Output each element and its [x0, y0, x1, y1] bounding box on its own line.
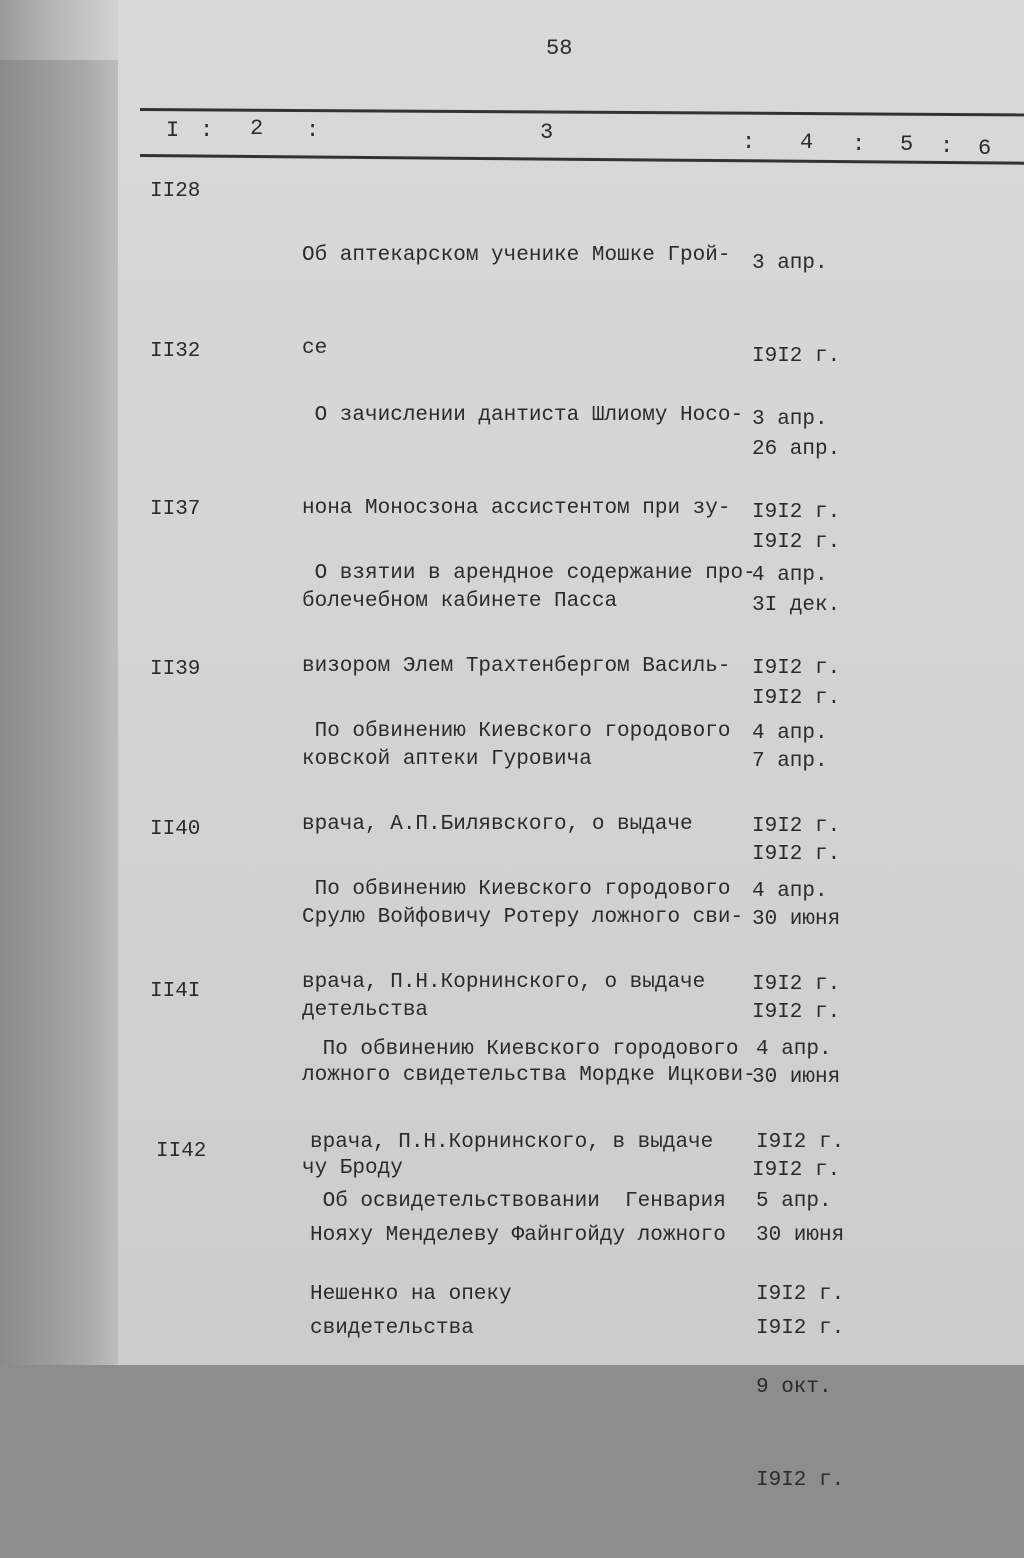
- entry-number: II42: [156, 1140, 207, 1163]
- description-line: О зачислении дантиста Шлиому Носо-: [302, 404, 744, 427]
- date-start-year: I9I2 г.: [752, 657, 841, 680]
- column-separator: :: [852, 132, 866, 157]
- description-line: Срулю Войфовичу Ротеру ложного сви-: [302, 906, 744, 929]
- description-line: врача, П.Н.Корнинского, в выдаче: [310, 1131, 714, 1154]
- date-end-year: I9I2 г.: [752, 1001, 841, 1024]
- description-line: чу Броду: [302, 1157, 403, 1180]
- description-line: свидетельства: [310, 1317, 474, 1340]
- date-start: 4 апр.: [752, 564, 828, 587]
- date-start: 4 апр.: [752, 880, 828, 903]
- description-line: болечебном кабинете Пасса: [302, 590, 618, 613]
- description-line: нона Моносзона ассистентом при зу-: [302, 497, 731, 520]
- column-head-4: 4: [800, 130, 814, 155]
- description-line: По обвинению Киевского городового: [302, 720, 731, 743]
- date-end-year: I9I2 г.: [752, 687, 841, 710]
- date-start: 4 апр.: [756, 1038, 832, 1061]
- column-head-1: I: [166, 118, 180, 143]
- description-line: се: [302, 337, 328, 360]
- date-end-year: I9I2 г.: [752, 843, 841, 866]
- description-line: Об освидетельствовании Генвария: [310, 1190, 726, 1213]
- date-end-year: I9I2 г.: [756, 1469, 845, 1492]
- entry-number: II28: [150, 180, 201, 203]
- description-line: врача, А.П.Билявского, о выдаче: [302, 813, 693, 836]
- date-end-year: I9I2 г.: [752, 1159, 841, 1182]
- date-end: 30 июня: [752, 908, 841, 931]
- date-start: 3 апр.: [752, 252, 828, 275]
- previous-page-edge: [0, 60, 120, 1365]
- entry-number: II39: [150, 658, 201, 681]
- description-line: Нешенко на опеку: [310, 1283, 512, 1306]
- description-line: Об аптекарском ученике Мошке Грой-: [302, 244, 731, 267]
- entry-dates: [756, 1124, 866, 1558]
- date-end: 3I дек.: [752, 594, 841, 617]
- column-separator: :: [200, 118, 214, 143]
- date-start: 5 апр.: [756, 1190, 832, 1213]
- description-line: визором Элем Трахтенбергом Василь-: [302, 655, 731, 678]
- entry-description: [310, 1124, 760, 1372]
- description-line: ложного свидетельства Мордке Ицкови-: [302, 1064, 756, 1087]
- column-head-2: 2: [250, 116, 264, 141]
- description-line: Нояху Менделеву Файнгойду ложного: [310, 1224, 726, 1247]
- date-start: 3 апр.: [752, 408, 828, 431]
- date-end: 30 июня: [752, 1066, 841, 1089]
- column-separator: :: [742, 130, 756, 155]
- column-head-5: 5: [900, 132, 914, 157]
- date-end: 30 июня: [756, 1224, 845, 1247]
- description-line: О взятии в арендное содержание про-: [302, 562, 756, 585]
- date-start-year: I9I2 г.: [756, 1131, 845, 1154]
- entry-number: II4I: [150, 980, 201, 1003]
- date-start-year: I9I2 г.: [752, 973, 841, 996]
- date-end: 9 окт.: [756, 1376, 832, 1399]
- description-line: По обвинению Киевского городового: [302, 878, 731, 901]
- column-head-6: 6: [978, 136, 992, 161]
- column-head-3: 3: [540, 120, 554, 145]
- entry-number: II37: [150, 498, 201, 521]
- date-start: 4 апр.: [752, 722, 828, 745]
- description-line: врача, П.Н.Корнинского, о выдаче: [302, 971, 706, 994]
- date-end-year: I9I2 г.: [756, 1317, 845, 1340]
- column-separator: :: [940, 134, 954, 159]
- date-end: 26 апр.: [752, 438, 841, 461]
- description-line: По обвинению Киевского городового: [310, 1038, 739, 1061]
- column-separator: :: [306, 118, 320, 143]
- page-number: 58: [546, 36, 573, 61]
- description-line: детельства: [302, 999, 429, 1022]
- entry-number: II40: [150, 818, 201, 841]
- description-line: ковской аптеки Гуровича: [302, 748, 592, 771]
- date-end: 7 апр.: [752, 750, 828, 773]
- entry-number: II32: [150, 340, 201, 363]
- date-start-year: I9I2 г.: [752, 501, 841, 524]
- date-start-year: I9I2 г.: [756, 1283, 845, 1306]
- date-end-year: I9I2 г.: [752, 531, 841, 554]
- date-start-year: I9I2 г.: [752, 345, 841, 368]
- date-start-year: I9I2 г.: [752, 815, 841, 838]
